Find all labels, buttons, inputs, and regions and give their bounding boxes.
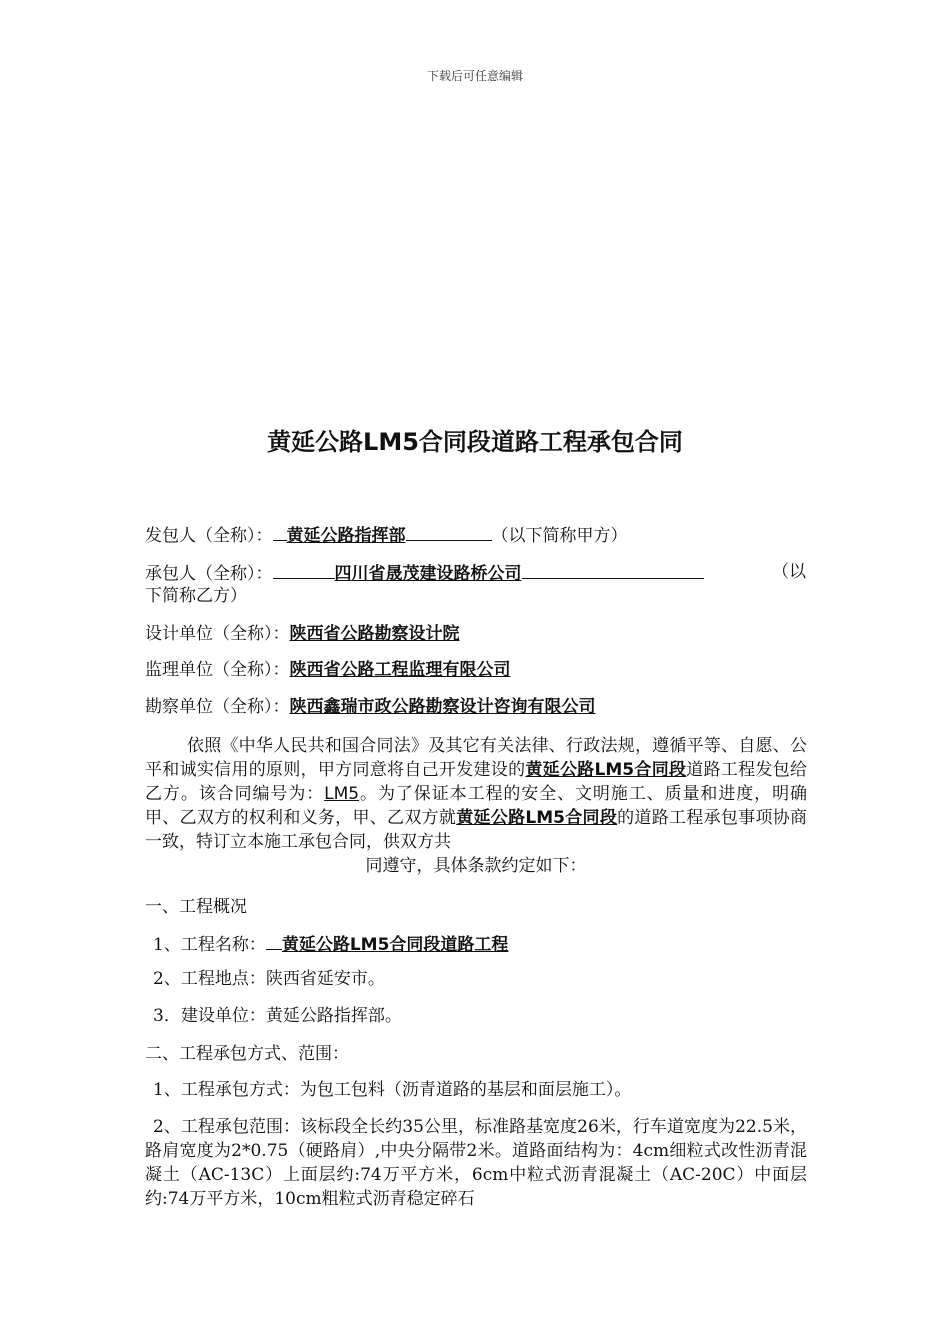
project-location: 2、工程地点：陕西省延安市。 — [153, 969, 385, 989]
contract-method: 1、工程承包方式：为包工包料（沥青道路的基层和面层施工）。 — [153, 1080, 632, 1100]
intro-project-1: 黄延公路LM5合同段 — [525, 760, 687, 780]
employer-suffix: （以下简称甲方） — [491, 526, 628, 546]
contractor-line — [145, 560, 810, 586]
supervision-label: 监理单位（全称）： — [145, 660, 290, 680]
design-value: 陕西省公路勘察设计院 — [289, 624, 460, 644]
intro-text-4: 的道路工程承包事项协商一致，特订立本施工承包合同，供双方共 — [145, 808, 808, 852]
project-builder: 3．建设单位：黄延公路指挥部。 — [153, 1006, 402, 1026]
intro-text-5: 同遵守，具体条款约定如下： — [365, 856, 587, 876]
section2-heading: 二、工程承包方式、范围： — [145, 1044, 349, 1064]
intro-project-2: 黄延公路LM5合同段 — [456, 808, 618, 828]
contractor-value: 四川省晟茂建设路桥公司 — [334, 564, 522, 584]
intro-text-1: 依照《中华人民共和国合同法》及其它有关法律、行政法规，遵循平等、自愿、公平和诚实信用的原则，甲方同意将自己开发建设的 — [145, 736, 807, 780]
intro-text-2: 道路工程发包给乙方。该合同编号为： — [145, 760, 808, 804]
project-name-value: 黄延公路LM5合同段道路工程 — [281, 935, 509, 955]
intro-text-3: 。为了保证本工程的安全、文明施工、质量和进度，明确甲、乙双方的权利和义务，甲、乙双方就 — [145, 784, 808, 828]
header-note: 下载后可任意编辑 — [426, 69, 523, 83]
section1-heading: 一、工程概况 — [145, 897, 247, 917]
contractor-suffix-line: 下简称乙方） — [145, 586, 247, 606]
contract-scope: 2、工程承包范围：该标段全长约35公里，标准路基宽度26米，行车道宽度为22.5米，路肩宽度为2*0.75（硬路肩）,中央分隔带2米。道路面结构为：4cm细粒式改性沥青混凝土（AC-13C）上面层约:74万平方米，6cm中粒式沥青混凝土（AC-20C）中面层约:74万平方米，10cm粗粒式沥青稳定碎石 — [145, 1117, 807, 1209]
design-line — [145, 622, 810, 646]
survey-value: 陕西鑫瑞市政公路勘察设计咨询有限公司 — [289, 697, 596, 717]
project-name-label: 1、工程名称： — [153, 935, 266, 955]
contract-code: LM5 — [324, 784, 360, 804]
design-label: 设计单位（全称）： — [145, 624, 290, 644]
survey-label: 勘察单位（全称）： — [145, 697, 290, 717]
employer-line — [145, 522, 810, 548]
employer-value: 黄延公路指挥部 — [286, 526, 406, 546]
intro-paragraph — [145, 734, 807, 878]
contract-title: 黄延公路LM5合同段道路工程承包合同 — [267, 428, 683, 456]
supervision-value: 陕西省公路工程监理有限公司 — [289, 660, 511, 680]
supervision-line — [145, 658, 810, 682]
contractor-label: 承包人（全称）： — [145, 564, 273, 584]
employer-label: 发包人（全称）： — [145, 526, 273, 546]
project-name-line — [153, 931, 818, 957]
contractor-suffix-a: （以 — [772, 562, 806, 582]
survey-line — [145, 695, 810, 719]
